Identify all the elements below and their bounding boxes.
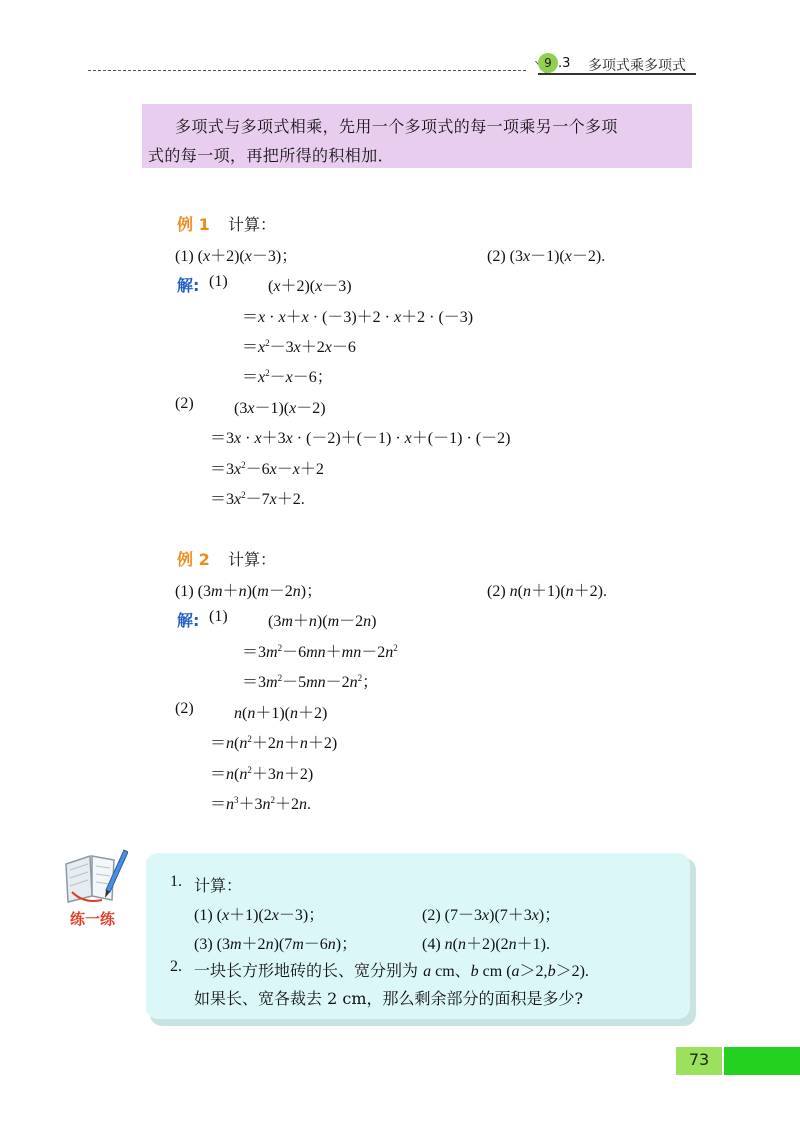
example-2-step: $=n(n^2+2n+n+2)$ [210,734,338,752]
example-2-step: $=n^3+3n^2+2n$. [210,795,312,813]
practice-q1-item: (4) n(n＋2)(2n＋1). [422,936,550,953]
example-2-problem-2: (2) n(n＋1)(n＋2). [487,583,607,600]
example-2-step: $=3m^2-6mn+mn-2n^2$ [242,643,398,661]
example-1-part-1-label: (1) [209,273,228,290]
practice-q2-line-1: 一块长方形地砖的长、宽分别为 a cm、b cm (a＞2,b＞2). [194,961,589,980]
example-1-step: $=x^2-x-6$； [242,368,333,386]
practice-q2-line-2: 如果长、宽各裁去 2 cm，那么剩余部分的面积是多少? [194,989,584,1008]
example-1-label: 例 1 [177,215,210,234]
example-1-problem-2: (2) (3x－1)(x－2). [487,248,606,265]
section-number-badge: 9 [538,53,558,73]
example-2-solution-label: 解: [177,611,200,630]
example-1-instruction: 计算： [228,215,277,234]
practice-q1-item: (1) (x＋1)(2x－3)； [194,907,325,924]
example-2-problem-1: (1) (3m＋n)(m－2n)； [175,583,323,600]
example-1-step: $=3x^2-7x+2$. [210,490,305,508]
example-1-step: ＝x · x＋x · (－3)＋2 · x＋2 · (－3) [242,309,474,326]
section-number-suffix: .3 [558,56,571,71]
example-1-step: (3x－1)(x－2) [234,400,326,417]
example-2-step: n(n＋1)(n＋2) [234,705,328,722]
example-1-part-2-label: (2) [175,395,194,412]
example-2-step: $=3m^2-5mn-2n^2$； [242,673,379,691]
notebook-pencil-icon [62,846,128,906]
example-2-part-2-label: (2) [175,700,194,717]
example-1-problem-1: (1) (x＋2)(x－3)； [175,248,298,265]
practice-label: 练一练 [70,910,116,928]
header-dashed-rule [88,70,526,71]
page-number: 73 [688,1050,710,1069]
example-1-step: $=3x^2-6x-x+2$ [210,460,324,478]
practice-q1-item: (2) (7－3x)(7＋3x)； [422,907,561,924]
example-2-label: 例 2 [177,550,210,569]
example-1-step: (x＋2)(x－3) [268,278,352,295]
practice-q1-text: 计算： [194,876,243,895]
example-1-step: ＝3x · x＋3x · (－2)＋(－1) · x＋(－1) · (－2) [210,430,511,447]
page-number-bar [724,1047,800,1075]
rule-text-line-1: 多项式与多项式相乘，先用一个多项式的每一项乘另一个多项 [175,117,618,136]
example-2-instruction: 计算： [228,550,277,569]
example-2-step: $=n(n^2+3n+2)$ [210,765,314,783]
rule-text-line-2: 式的每一项，再把所得的积相加． [148,146,395,165]
practice-q1-item: (3) (3m＋2n)(7m－6n)； [194,936,358,953]
example-2-part-1-label: (1) [209,608,228,625]
section-title: 多项式乘多项式 [588,58,686,74]
example-2-step: (3m＋n)(m－2n) [268,613,377,630]
example-1-solution-label: 解: [177,276,200,295]
example-1-step: $=x^2-3x+2x-6$ [242,338,356,356]
practice-q1-number: 1. [170,873,182,890]
practice-q2-number: 2. [170,958,182,975]
